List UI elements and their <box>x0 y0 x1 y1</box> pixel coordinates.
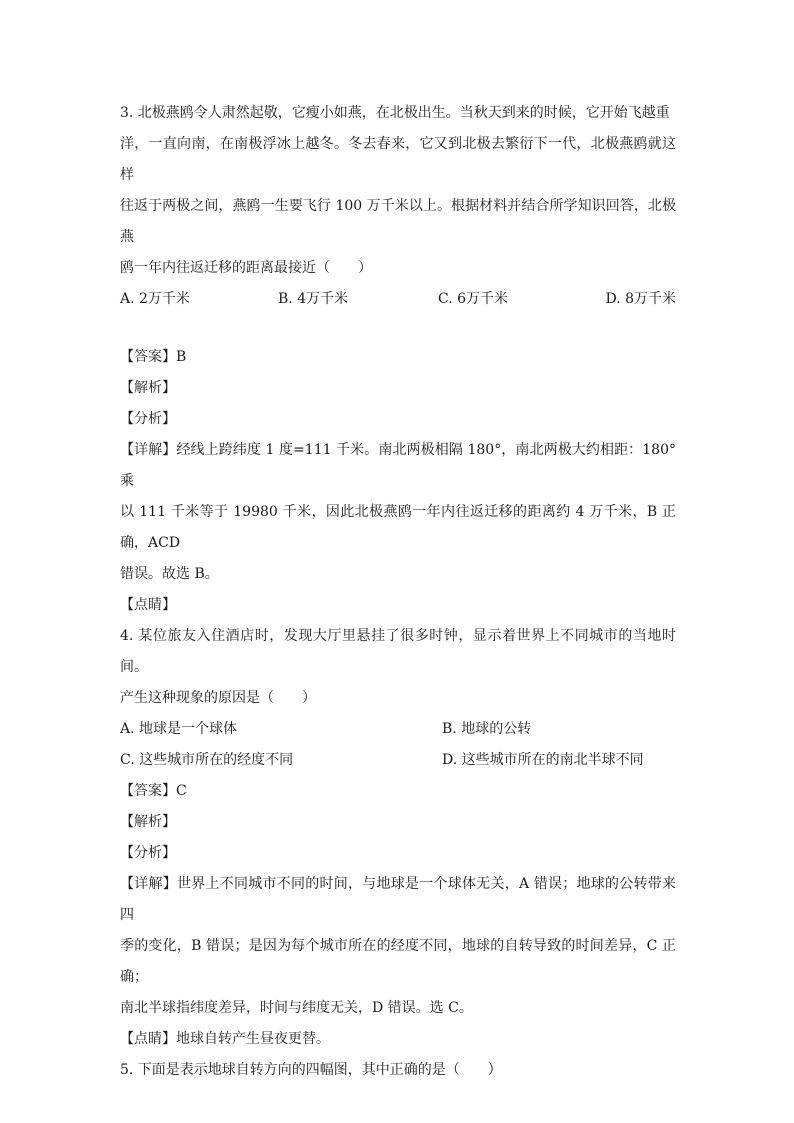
q4-line-2: 产生这种现象的原因是（ ） <box>120 690 316 706</box>
q3-fenxi-label: 【分析】 <box>120 411 176 427</box>
question-5 <box>120 1055 676 1086</box>
q4-line-1: 4. 某位旅友入住酒店时，发现大厅里悬挂了很多时钟，显示着世界上不同城市的当地时间。 <box>120 628 676 675</box>
q3-detail-line-1: 【详解】经线上跨纬度 1 度=111 千米。南北两极相隔 180°，南北两极大约相距：180°乘 <box>120 442 676 489</box>
q3-detail-line-3: 错误。故选 B。 <box>120 566 219 582</box>
q4-detail-line-3: 南北半球指纬度差异，时间与纬度无关，D 错误。选 C。 <box>120 1000 473 1016</box>
q3-answer: 【答案】B <box>120 349 187 365</box>
q4-fenxi-label: 【分析】 <box>120 845 176 861</box>
q5-line: 5. 下面是表示地球自转方向的四幅图，其中正确的是（ ） <box>120 1062 502 1078</box>
q3-analysis-label: 【解析】 <box>120 380 176 396</box>
question-3 <box>120 98 676 621</box>
q3-option-a: A. 2万千米 <box>120 291 190 307</box>
q4-options-row-1 <box>120 714 676 745</box>
q4-answer: 【答案】C <box>120 783 187 799</box>
q4-option-c: C. 这些城市所在的经度不同 <box>120 752 294 768</box>
q3-option-c: C. 6万千米 <box>438 291 509 307</box>
q3-line-2: 洋，一直向南，在南极浮冰上越冬。冬去春来，它又到北极去繁衍下一代，北极燕鸥就这样 <box>120 136 676 183</box>
q3-option-d: D. 8万千米 <box>605 291 676 307</box>
q3-dianjing: 【点睛】 <box>120 597 176 613</box>
q3-line-1: 3. 北极燕鸥令人肃然起敬，它瘦小如燕，在北极出生。当秋天到来的时候，它开始飞越重 <box>120 105 670 121</box>
q4-detail-line-2: 季的变化，B 错误；是因为每个城市所在的经度不同，地球的自转导致的时间差异，C 正确； <box>120 938 676 985</box>
q3-line-3: 往返于两极之间，燕鸥一生要飞行 100 万千米以上。根据材料并结合所学知识回答，北极燕 <box>120 198 676 245</box>
q4-option-a: A. 地球是一个球体 <box>120 721 238 737</box>
q4-option-b: B. 地球的公转 <box>442 721 532 737</box>
q4-option-d: D. 这些城市所在的南北半球不同 <box>442 752 644 768</box>
document-content <box>120 98 676 1086</box>
q4-options-row-2 <box>120 745 676 776</box>
q3-options <box>120 284 676 315</box>
q3-detail-line-2: 以 111 千米等于 19980 千米，因此北极燕鸥一年内往返迁移的距离约 4 万千米，B 正确，ACD <box>120 504 676 551</box>
q4-detail-line-1: 【详解】世界上不同城市不同的时间，与地球是一个球体无关，A 错误；地球的公转带来四 <box>120 876 676 923</box>
question-4 <box>120 621 676 1055</box>
q3-line-4: 鸥一年内往返迁移的距离最接近（ ） <box>120 260 372 276</box>
q4-dianjing: 【点睛】地球自转产生昼夜更替。 <box>120 1031 330 1047</box>
q3-option-b: B. 4万千米 <box>278 291 349 307</box>
q4-analysis-label: 【解析】 <box>120 814 176 830</box>
spacer <box>120 315 676 342</box>
